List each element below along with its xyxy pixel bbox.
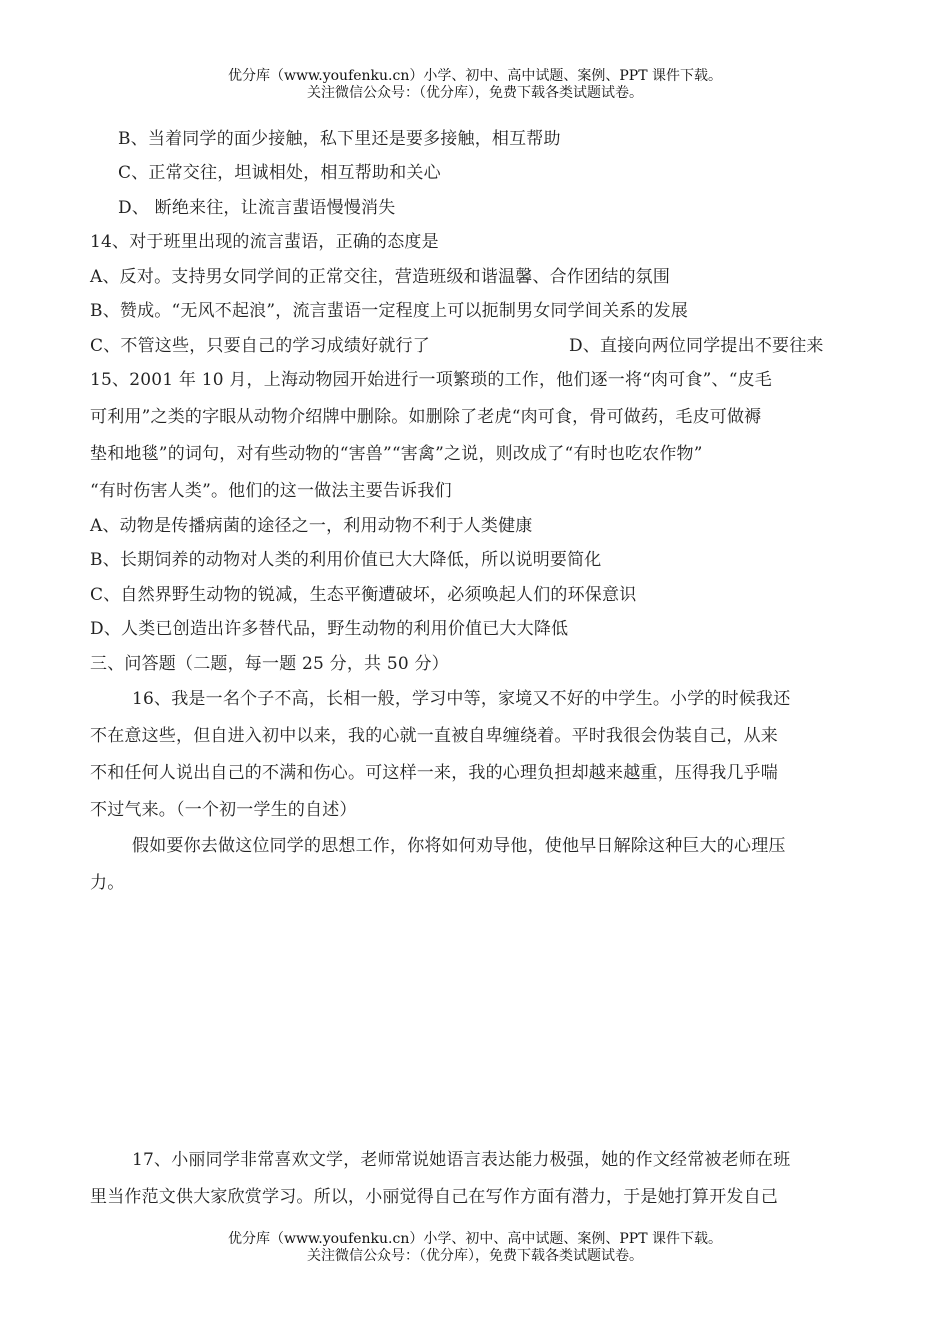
section-3-title: 三、问答题（二题，每一题 25 分，共 50 分） (90, 654, 449, 674)
q15-option-c: C、自然界野生动物的锐减，生态平衡遭破坏，必须唤起人们的环保意识 (90, 585, 637, 605)
q15-option-a: A、动物是传播病菌的途径之一，利用动物不利于人类健康 (90, 516, 533, 536)
q16-text-line: 不过气来。（一个初一学生的自述） (90, 800, 357, 820)
q13-option-c: C、正常交往，坦诚相处，相互帮助和关心 (118, 163, 441, 183)
q15-stem-line: 15、2001 年 10 月，上海动物园开始进行一项繁琐的工作，他们逐一将“肉可食”、“皮毛 (90, 370, 773, 390)
footer-line-2: 关注微信公众号：（优分库），免费下载各类试题试卷。 (307, 1248, 643, 1264)
q13-option-d: D、 断绝来往，让流言蜚语慢慢消失 (118, 198, 396, 218)
q17-text-line: 17、小丽同学非常喜欢文学，老师常说她语言表达能力极强，她的作文经常被老师在班 (132, 1150, 791, 1170)
footer-line-1: 优分库（www.youfenku.cn）小学、初中、高中试题、案例、PPT 课件下载。 (227, 1231, 722, 1247)
q13-option-b: B、当着同学的面少接触，私下里还是要多接触，相互帮助 (118, 129, 561, 149)
q15-option-d: D、人类已创造出许多替代品，野生动物的利用价值已大大降低 (90, 619, 569, 639)
q14-option-c: C、不管这些，只要自己的学习成绩好就行了 (90, 336, 431, 356)
q14-stem: 14、对于班里出现的流言蜚语，正确的态度是 (90, 232, 439, 252)
page-header (0, 68, 950, 102)
q16-question-line: 力。 (90, 873, 125, 893)
q16-text-line: 不在意这些，但自进入初中以来，我的心就一直被自卑缠绕着。平时我很会伪装自己，从来 (90, 726, 778, 746)
q15-option-b: B、长期饲养的动物对人类的利用价值已大大降低，所以说明要简化 (90, 550, 602, 570)
q15-stem-line: 垫和地毯”的词句，对有些动物的“害兽”“害禽”之说，则改成了“有时也吃农作物” (90, 444, 703, 464)
q14-option-a: A、反对。支持男女同学间的正常交往，营造班级和谐温馨、合作团结的氛围 (90, 267, 671, 287)
q15-stem-line: 可利用”之类的字眼从动物介绍牌中删除。如删除了老虎“肉可食，骨可做药，毛皮可做褥 (90, 407, 762, 427)
header-line-2: 关注微信公众号：（优分库），免费下载各类试题试卷。 (307, 85, 643, 101)
q16-text-line: 16、我是一名个子不高，长相一般，学习中等，家境又不好的中学生。小学的时候我还 (132, 689, 791, 709)
q16-question-line: 假如要你去做这位同学的思想工作，你将如何劝导他，使他早日解除这种巨大的心理压 (132, 836, 786, 856)
q15-stem-line: “有时伤害人类”。他们的这一做法主要告诉我们 (90, 481, 452, 501)
q16-text-line: 不和任何人说出自己的不满和伤心。可这样一来，我的心理负担却越来越重，压得我几乎喘 (90, 763, 778, 783)
q17-text-line: 里当作范文供大家欣赏学习。所以，小丽觉得自己在写作方面有潜力，于是她打算开发自己 (90, 1187, 778, 1207)
q14-options-cd-row (90, 335, 860, 357)
q14-option-b: B、赞成。“无风不起浪”，流言蜚语一定程度上可以扼制男女同学间关系的发展 (90, 301, 689, 321)
page-footer (0, 1231, 950, 1265)
q14-option-d: D、直接向两位同学提出不要往来 (569, 336, 824, 356)
header-line-1: 优分库（www.youfenku.cn）小学、初中、高中试题、案例、PPT 课件下载。 (227, 68, 722, 84)
